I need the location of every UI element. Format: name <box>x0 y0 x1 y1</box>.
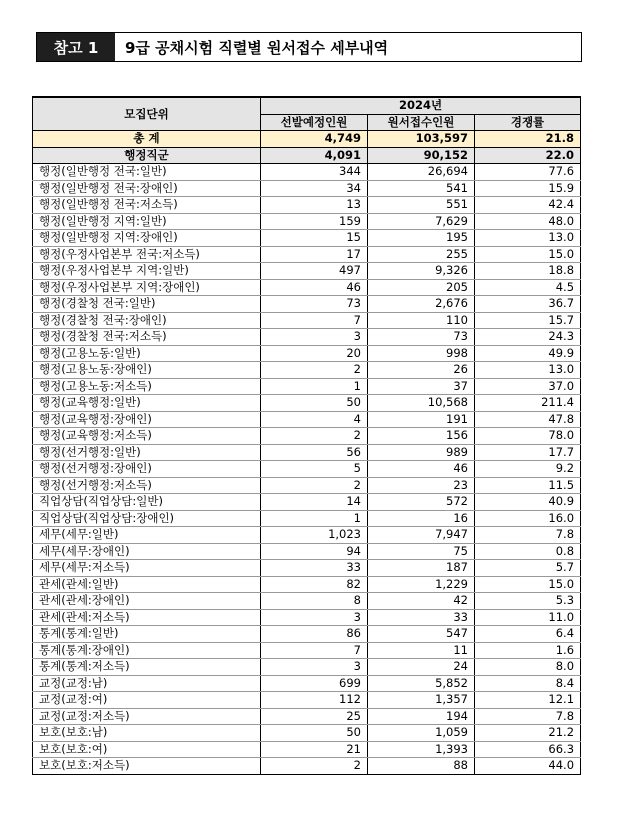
row-label: 행정(경찰청 전국:저소득) <box>33 329 261 346</box>
row-value-v1: 497 <box>261 263 368 280</box>
group-row <box>33 147 581 164</box>
row-value-v3: 40.9 <box>475 494 581 511</box>
row-value-v1: 86 <box>261 626 368 643</box>
row-value-v1: 2 <box>261 428 368 445</box>
row-value-v1: 73 <box>261 296 368 313</box>
row-label: 행정(일반행정 전국:일반) <box>33 164 261 181</box>
table-row <box>33 312 581 329</box>
row-value-v1: 1 <box>261 378 368 395</box>
table-row <box>33 444 581 461</box>
row-value-v1: 33 <box>261 560 368 577</box>
row-value-v1: 50 <box>261 395 368 412</box>
row-value-v2: 16 <box>368 510 475 527</box>
row-value-v1: 8 <box>261 593 368 610</box>
row-label: 행정(선거행정:일반) <box>33 444 261 461</box>
row-value-v3: 78.0 <box>475 428 581 445</box>
row-value-v2: 24 <box>368 659 475 676</box>
table-row <box>33 642 581 659</box>
row-value-v3: 16.0 <box>475 510 581 527</box>
row-value-v2: 9,326 <box>368 263 475 280</box>
header-unit: 모집단위 <box>33 97 261 131</box>
row-value-v3: 47.8 <box>475 411 581 428</box>
row-value-v2: 73 <box>368 329 475 346</box>
row-label: 행정(일반행정 전국:장애인) <box>33 180 261 197</box>
group-planned: 4,091 <box>261 147 368 164</box>
row-label: 행정(경찰청 전국:장애인) <box>33 312 261 329</box>
application-table <box>32 96 581 775</box>
table-row <box>33 213 581 230</box>
row-value-v2: 989 <box>368 444 475 461</box>
row-label: 행정(우정사업본부 전국:저소득) <box>33 246 261 263</box>
row-value-v2: 1,059 <box>368 725 475 742</box>
row-value-v3: 6.4 <box>475 626 581 643</box>
row-value-v1: 50 <box>261 725 368 742</box>
row-value-v1: 3 <box>261 659 368 676</box>
row-label: 세무(세무:장애인) <box>33 543 261 560</box>
row-value-v1: 82 <box>261 576 368 593</box>
table-row <box>33 395 581 412</box>
row-value-v3: 211.4 <box>475 395 581 412</box>
table-row <box>33 708 581 725</box>
row-value-v2: 255 <box>368 246 475 263</box>
row-value-v2: 10,568 <box>368 395 475 412</box>
row-label: 행정(선거행정:저소득) <box>33 477 261 494</box>
table-row <box>33 741 581 758</box>
row-label: 직업상담(직업상담:일반) <box>33 494 261 511</box>
row-label: 교정(교정:저소득) <box>33 708 261 725</box>
row-label: 교정(교정:여) <box>33 692 261 709</box>
table-row <box>33 609 581 626</box>
row-value-v3: 15.7 <box>475 312 581 329</box>
row-value-v2: 110 <box>368 312 475 329</box>
row-value-v3: 8.4 <box>475 675 581 692</box>
row-value-v1: 56 <box>261 444 368 461</box>
row-label: 행정(고용노동:저소득) <box>33 378 261 395</box>
row-label: 세무(세무:일반) <box>33 527 261 544</box>
row-value-v1: 2 <box>261 758 368 775</box>
header-year: 2024년 <box>261 97 581 114</box>
row-value-v1: 13 <box>261 197 368 214</box>
row-value-v3: 77.6 <box>475 164 581 181</box>
row-value-v1: 344 <box>261 164 368 181</box>
row-value-v2: 1,229 <box>368 576 475 593</box>
total-label: 총 계 <box>33 131 261 148</box>
row-value-v1: 94 <box>261 543 368 560</box>
row-value-v1: 7 <box>261 642 368 659</box>
row-value-v2: 7,947 <box>368 527 475 544</box>
row-value-v1: 14 <box>261 494 368 511</box>
row-value-v1: 3 <box>261 329 368 346</box>
row-value-v1: 159 <box>261 213 368 230</box>
total-ratio: 21.8 <box>475 131 581 148</box>
document-title: 9급 공채시험 직렬별 원서접수 세부내역 <box>125 38 389 57</box>
row-label: 행정(일반행정 전국:저소득) <box>33 197 261 214</box>
row-value-v1: 21 <box>261 741 368 758</box>
row-value-v3: 21.2 <box>475 725 581 742</box>
row-value-v1: 20 <box>261 345 368 362</box>
row-value-v1: 1,023 <box>261 527 368 544</box>
row-value-v1: 4 <box>261 411 368 428</box>
table-row <box>33 230 581 247</box>
row-value-v3: 12.1 <box>475 692 581 709</box>
row-value-v3: 49.9 <box>475 345 581 362</box>
row-value-v3: 15.0 <box>475 246 581 263</box>
row-value-v3: 11.0 <box>475 609 581 626</box>
row-label: 행정(일반행정 지역:장애인) <box>33 230 261 247</box>
row-value-v3: 9.2 <box>475 461 581 478</box>
row-value-v3: 17.7 <box>475 444 581 461</box>
row-value-v3: 37.0 <box>475 378 581 395</box>
table-row <box>33 758 581 775</box>
table-row <box>33 246 581 263</box>
row-value-v2: 547 <box>368 626 475 643</box>
row-value-v2: 33 <box>368 609 475 626</box>
total-row <box>33 131 581 148</box>
row-label: 관세(관세:저소득) <box>33 609 261 626</box>
row-value-v2: 23 <box>368 477 475 494</box>
row-value-v3: 1.6 <box>475 642 581 659</box>
table-row <box>33 626 581 643</box>
row-value-v2: 7,629 <box>368 213 475 230</box>
table-row <box>33 279 581 296</box>
table-row <box>33 197 581 214</box>
row-label: 행정(경찰청 전국:일반) <box>33 296 261 313</box>
row-value-v2: 5,852 <box>368 675 475 692</box>
row-label: 세무(세무:저소득) <box>33 560 261 577</box>
row-label: 통계(통계:저소득) <box>33 659 261 676</box>
total-planned: 4,749 <box>261 131 368 148</box>
group-ratio: 22.0 <box>475 147 581 164</box>
table-row <box>33 543 581 560</box>
row-value-v3: 8.0 <box>475 659 581 676</box>
row-value-v3: 13.0 <box>475 230 581 247</box>
row-value-v3: 66.3 <box>475 741 581 758</box>
table-row <box>33 725 581 742</box>
table-row <box>33 296 581 313</box>
row-label: 행정(선거행정:장애인) <box>33 461 261 478</box>
row-value-v2: 156 <box>368 428 475 445</box>
row-value-v2: 26 <box>368 362 475 379</box>
row-value-v3: 36.7 <box>475 296 581 313</box>
row-value-v1: 17 <box>261 246 368 263</box>
table-row <box>33 593 581 610</box>
row-label: 행정(일반행정 지역:일반) <box>33 213 261 230</box>
row-value-v2: 205 <box>368 279 475 296</box>
table-row <box>33 494 581 511</box>
table-row <box>33 692 581 709</box>
row-value-v2: 194 <box>368 708 475 725</box>
table-row <box>33 510 581 527</box>
row-value-v3: 48.0 <box>475 213 581 230</box>
row-value-v2: 541 <box>368 180 475 197</box>
row-value-v3: 7.8 <box>475 708 581 725</box>
table-row <box>33 527 581 544</box>
header-ratio: 경쟁률 <box>475 114 581 131</box>
row-label: 통계(통계:일반) <box>33 626 261 643</box>
row-value-v2: 75 <box>368 543 475 560</box>
row-value-v1: 15 <box>261 230 368 247</box>
row-value-v1: 2 <box>261 362 368 379</box>
row-value-v2: 46 <box>368 461 475 478</box>
row-label: 행정(고용노동:장애인) <box>33 362 261 379</box>
group-applicants: 90,152 <box>368 147 475 164</box>
table-row <box>33 164 581 181</box>
table-row <box>33 560 581 577</box>
group-label: 행정직군 <box>33 147 261 164</box>
row-value-v1: 7 <box>261 312 368 329</box>
row-value-v2: 191 <box>368 411 475 428</box>
row-value-v2: 195 <box>368 230 475 247</box>
row-value-v3: 5.7 <box>475 560 581 577</box>
table-row <box>33 675 581 692</box>
row-label: 관세(관세:장애인) <box>33 593 261 610</box>
row-value-v1: 699 <box>261 675 368 692</box>
row-label: 행정(교육행정:장애인) <box>33 411 261 428</box>
table-row <box>33 180 581 197</box>
row-value-v2: 1,393 <box>368 741 475 758</box>
row-value-v1: 34 <box>261 180 368 197</box>
row-value-v2: 42 <box>368 593 475 610</box>
table-row <box>33 378 581 395</box>
row-value-v3: 4.5 <box>475 279 581 296</box>
row-value-v1: 25 <box>261 708 368 725</box>
row-value-v3: 15.9 <box>475 180 581 197</box>
row-value-v3: 0.8 <box>475 543 581 560</box>
table-row <box>33 362 581 379</box>
row-label: 행정(교육행정:저소득) <box>33 428 261 445</box>
header-applicants: 원서접수인원 <box>368 114 475 131</box>
table-row <box>33 411 581 428</box>
row-value-v2: 572 <box>368 494 475 511</box>
row-value-v2: 26,694 <box>368 164 475 181</box>
row-value-v3: 7.8 <box>475 527 581 544</box>
row-value-v2: 37 <box>368 378 475 395</box>
row-label: 직업상담(직업상담:장애인) <box>33 510 261 527</box>
row-value-v1: 112 <box>261 692 368 709</box>
row-label: 관세(관세:일반) <box>33 576 261 593</box>
row-value-v1: 1 <box>261 510 368 527</box>
header-planned: 선발예정인원 <box>261 114 368 131</box>
row-label: 보호(보호:여) <box>33 741 261 758</box>
row-value-v2: 88 <box>368 758 475 775</box>
row-value-v3: 5.3 <box>475 593 581 610</box>
row-label: 통계(통계:장애인) <box>33 642 261 659</box>
table-row <box>33 576 581 593</box>
row-label: 행정(우정사업본부 지역:일반) <box>33 263 261 280</box>
row-value-v2: 998 <box>368 345 475 362</box>
row-value-v3: 18.8 <box>475 263 581 280</box>
table-row <box>33 659 581 676</box>
table-row <box>33 329 581 346</box>
table-row <box>33 428 581 445</box>
row-value-v2: 187 <box>368 560 475 577</box>
row-value-v2: 551 <box>368 197 475 214</box>
table-row <box>33 345 581 362</box>
table-row <box>33 477 581 494</box>
row-value-v1: 2 <box>261 477 368 494</box>
row-value-v1: 46 <box>261 279 368 296</box>
row-label: 행정(우정사업본부 지역:장애인) <box>33 279 261 296</box>
row-label: 행정(교육행정:일반) <box>33 395 261 412</box>
row-value-v3: 11.5 <box>475 477 581 494</box>
row-value-v2: 2,676 <box>368 296 475 313</box>
row-label: 보호(보호:남) <box>33 725 261 742</box>
row-value-v1: 5 <box>261 461 368 478</box>
row-label: 교정(교정:남) <box>33 675 261 692</box>
title-box <box>36 32 582 62</box>
table-row <box>33 263 581 280</box>
row-value-v3: 44.0 <box>475 758 581 775</box>
row-label: 행정(고용노동:일반) <box>33 345 261 362</box>
row-value-v3: 24.3 <box>475 329 581 346</box>
reference-tag: 참고 1 <box>37 33 115 61</box>
row-value-v3: 42.4 <box>475 197 581 214</box>
row-value-v3: 13.0 <box>475 362 581 379</box>
total-applicants: 103,597 <box>368 131 475 148</box>
row-label: 보호(보호:저소득) <box>33 758 261 775</box>
table-row <box>33 461 581 478</box>
row-value-v3: 15.0 <box>475 576 581 593</box>
row-value-v1: 3 <box>261 609 368 626</box>
row-value-v2: 11 <box>368 642 475 659</box>
row-value-v2: 1,357 <box>368 692 475 709</box>
